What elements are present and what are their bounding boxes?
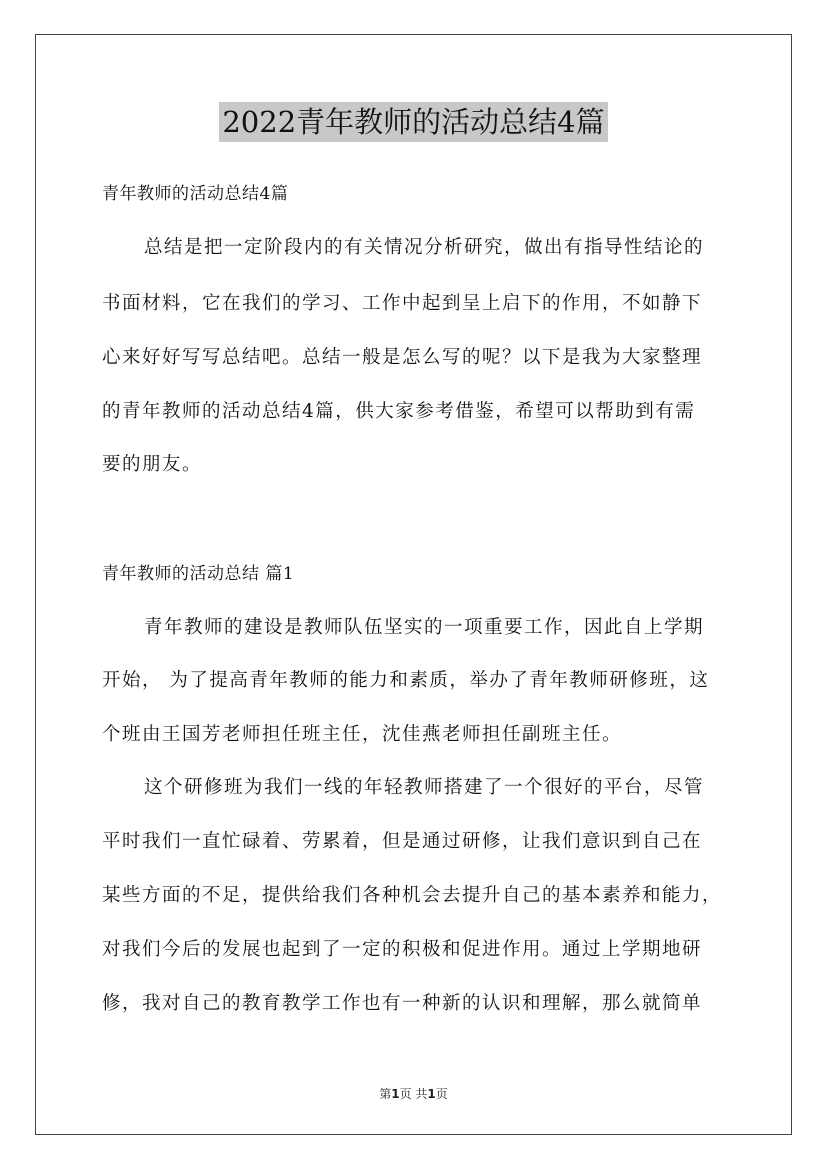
section-heading: 青年教师的活动总结 篇1	[102, 564, 295, 584]
section-line: 这个研修班为我们一线的年轻教师搭建了一个很好的平台，尽管	[144, 777, 705, 798]
intro-line: 总结是把一定阶段内的有关情况分析研究，做出有指导性结论的	[144, 237, 705, 258]
section-line: 开始， 为了提高青年教师的能力和素质，举办了青年教师研修班，这	[102, 670, 710, 691]
section-line: 修，我对自己的教育教学工作也有一种新的认识和理解，那么就简单	[102, 993, 703, 1014]
title-container	[0, 102, 827, 142]
section-line: 对我们今后的发展也起到了一定的积极和促进作用。通过上学期地研	[102, 939, 703, 960]
footer-page-suffix: 页	[435, 1087, 448, 1101]
section-line: 某些方面的不足，提供给我们各种机会去提升自己的基本素养和能力，	[102, 885, 723, 906]
section-line: 个班由王国芳老师担任班主任，沈佳燕老师担任副班主任。	[102, 724, 623, 745]
section-line: 青年教师的建设是教师队伍坚实的一项重要工作，因此自上学期	[144, 617, 705, 638]
footer-page-number: 1	[391, 1087, 400, 1101]
page-footer	[0, 1085, 827, 1102]
footer-page-prefix: 第	[379, 1087, 392, 1101]
intro-line: 心来好好写写总结吧。总结一般是怎么写的呢？以下是我为大家整理	[102, 347, 703, 368]
document-title: 2022青年教师的活动总结4篇	[219, 102, 607, 142]
footer-page-total: 1	[427, 1087, 436, 1101]
document-subtitle: 青年教师的活动总结4篇	[102, 184, 289, 204]
section-line: 平时我们一直忙碌着、劳累着，但是通过研修，让我们意识到自己在	[102, 831, 703, 852]
intro-line: 书面材料，它在我们的学习、工作中起到呈上启下的作用，不如静下	[102, 293, 703, 314]
footer-page-mid: 页 共	[399, 1087, 428, 1101]
intro-line: 的青年教师的活动总结4篇，供大家参考借鉴，希望可以帮助到有需	[102, 401, 696, 422]
intro-line: 要的朋友。	[102, 454, 203, 475]
